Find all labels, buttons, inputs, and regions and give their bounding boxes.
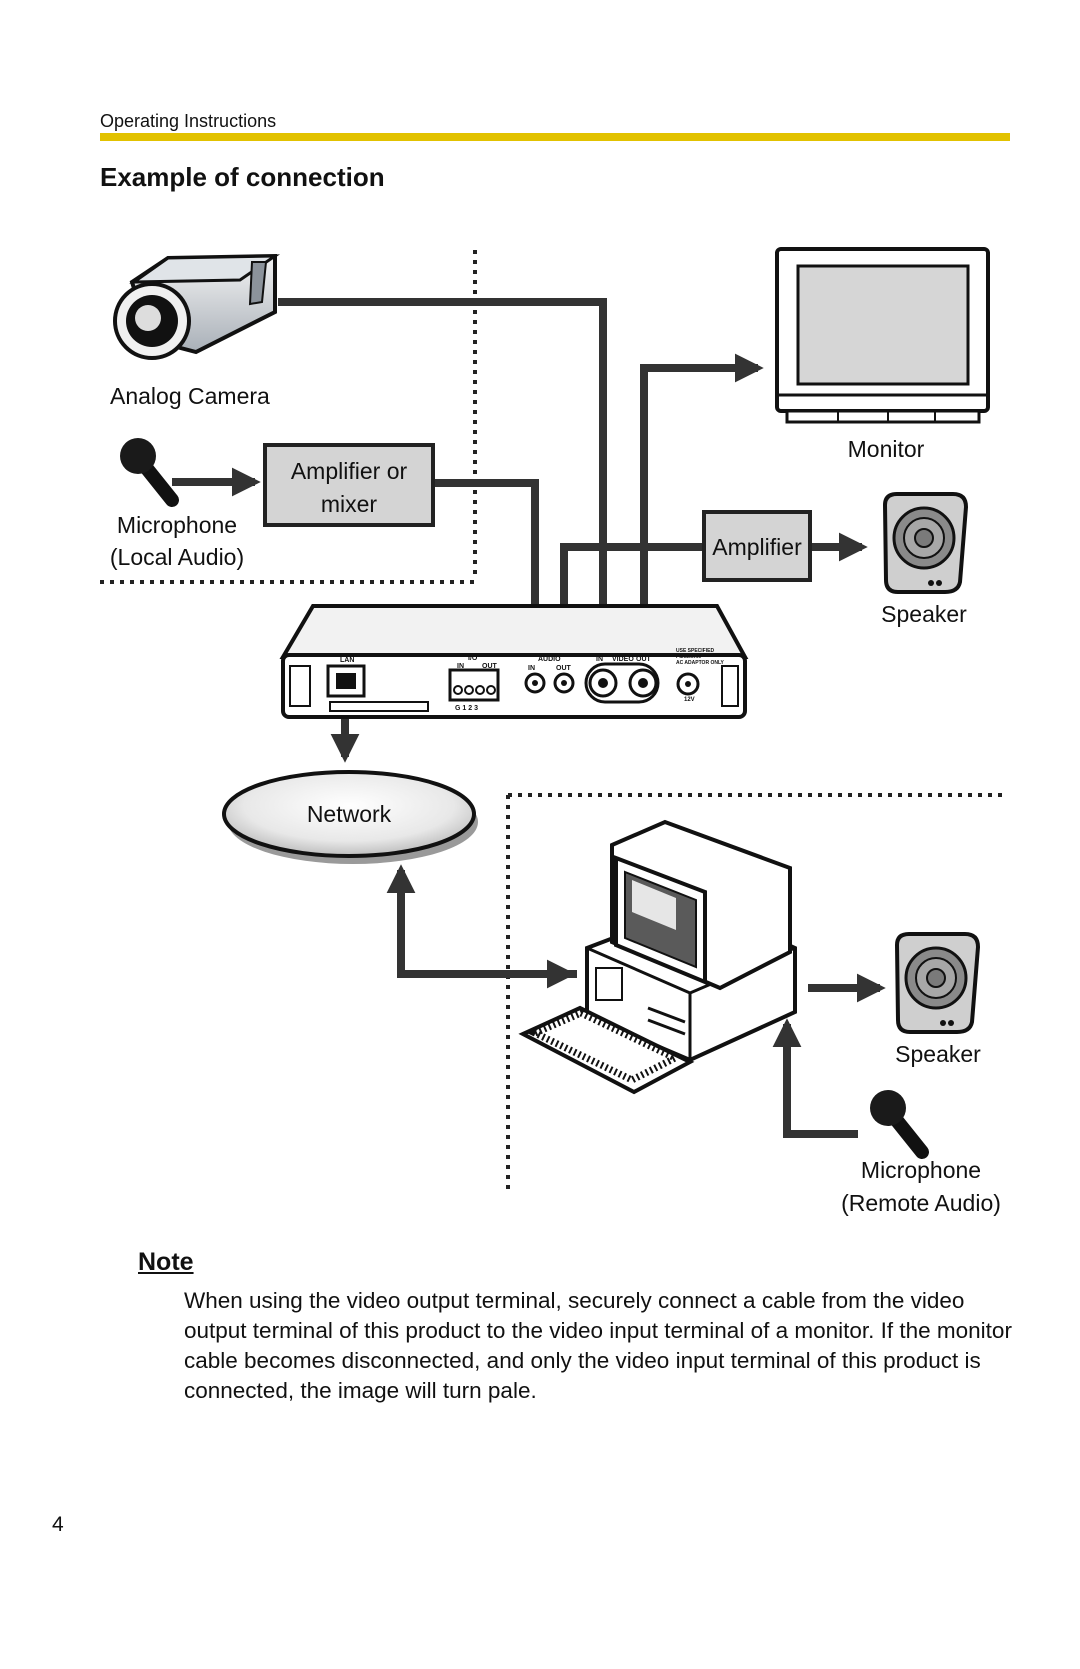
panel-io-in-label: IN [457, 663, 464, 670]
analog-camera-icon [115, 256, 275, 358]
panel-io-pins-label: G 1 2 3 [455, 705, 478, 712]
pc-computer-icon [523, 822, 795, 1092]
panel-power-label-4: 12V [684, 697, 695, 703]
microphone-local-label: Microphone [116, 512, 238, 538]
video-out-to-monitor-cable [644, 368, 758, 640]
microphone-icon [870, 1090, 922, 1152]
page-number: 4 [52, 1513, 64, 1536]
io-terminal-icon [450, 670, 498, 700]
panel-power-label-1: USE SPECIFIED [676, 648, 715, 654]
speaker-top-label: Speaker [881, 601, 967, 627]
panel-power-label-2: Panasonic [676, 654, 702, 660]
network-pc-cable [401, 870, 577, 974]
amplifier-mixer-sublabel: mixer [320, 491, 378, 517]
panel-video-out-label: OUT [636, 656, 651, 663]
panel-video-in-label: IN [596, 656, 603, 663]
panel-audio-label: AUDIO [538, 656, 561, 663]
panel-audio-in-label: IN [528, 665, 535, 672]
note-title: Note [138, 1248, 194, 1276]
amplifier-label: Amplifier [712, 534, 802, 560]
panel-lan-label: LAN [340, 657, 355, 664]
video-jacks-icon [586, 664, 658, 702]
speaker-bottom-label: Speaker [895, 1041, 981, 1067]
monitor-icon [777, 249, 988, 422]
panel-io-out-label: OUT [482, 663, 497, 670]
note-body: When using the video output terminal, securely connect a cable from the video output terminal of this product to the video input terminal of a monitor. If the monitor cable becomes disconnected, and only the video input terminal of this product is connected, the image will turn pale. [184, 1288, 1012, 1403]
microphone-remote-sublabel: (Remote Audio) [841, 1190, 1001, 1216]
dc-power-jack-icon [678, 674, 698, 694]
panel-video-label: VIDEO [612, 656, 634, 663]
remote-mic-to-pc-cable [787, 1024, 858, 1134]
section-title: Example of connection [100, 162, 385, 192]
header-label: Operating Instructions [100, 111, 277, 131]
microphone-icon [120, 438, 172, 500]
microphone-remote-label: Microphone [860, 1157, 982, 1183]
monitor-label: Monitor [847, 436, 925, 462]
speaker-icon [897, 934, 978, 1032]
panel-power-label-3: AC ADAPTOR ONLY [676, 660, 724, 666]
microphone-local-sublabel: (Local Audio) [109, 544, 245, 570]
network-label: Network [306, 801, 392, 827]
panel-io-label: I/O [468, 655, 478, 662]
speaker-icon [885, 494, 966, 592]
amplifier-mixer-label: Amplifier or [290, 458, 408, 484]
analog-camera-label: Analog Camera [110, 383, 270, 409]
lan-port-icon [328, 666, 364, 696]
panel-audio-out-label: OUT [556, 665, 571, 672]
